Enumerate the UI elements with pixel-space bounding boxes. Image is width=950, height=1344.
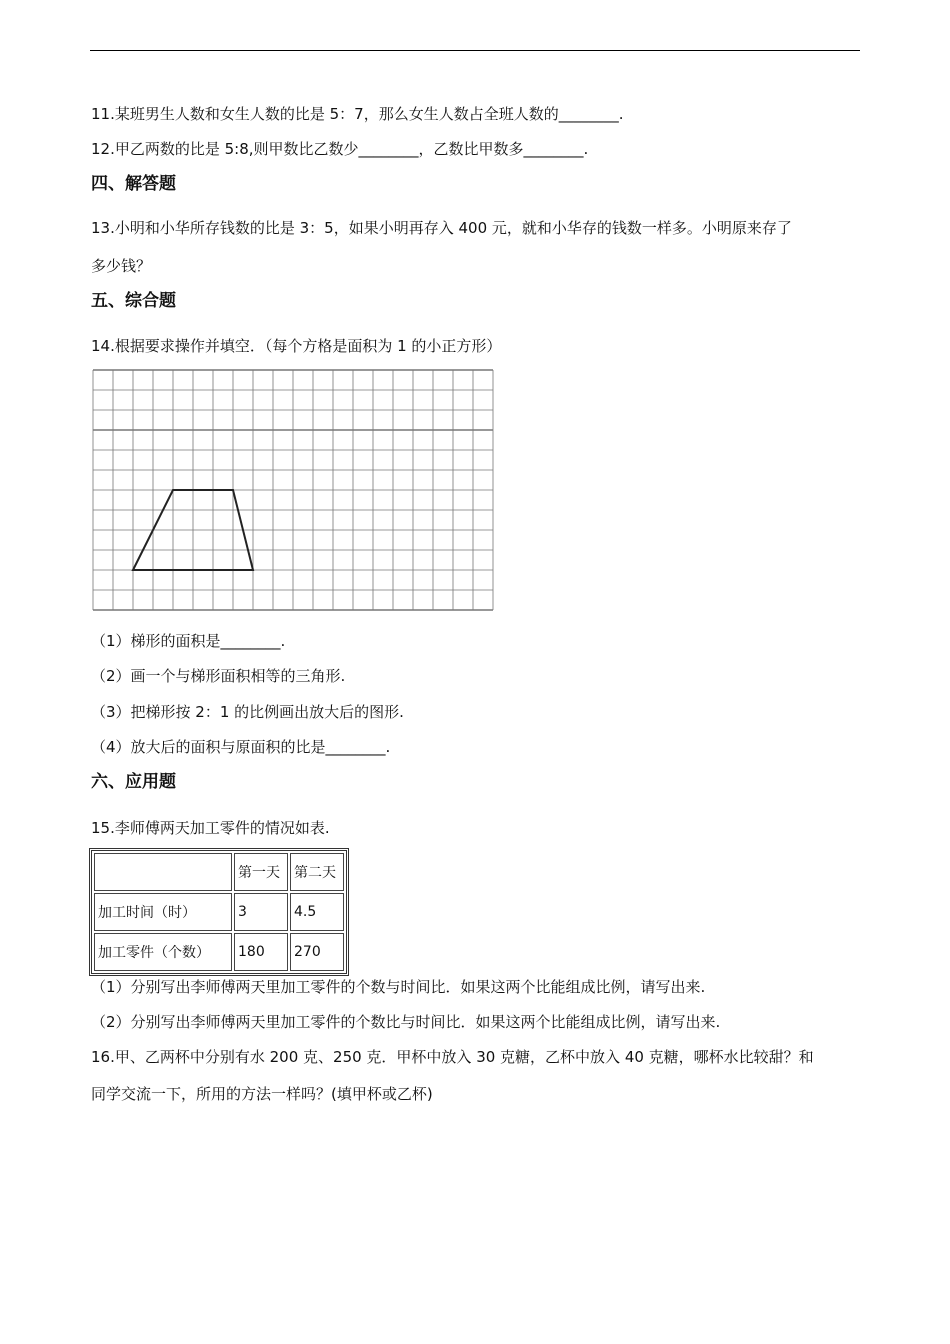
table-header-row <box>94 853 344 891</box>
question-14: 14.根据要求操作并填空．（每个方格是面积为 1 的小正方形） <box>91 337 502 355</box>
question-12: 12.甲乙两数的比是 5:8,则甲数比乙数少________，乙数比甲数多________. <box>91 140 589 158</box>
table-cell: 180 <box>234 933 288 971</box>
header-rule <box>90 50 860 51</box>
table-cell: 3 <box>234 893 288 931</box>
table-header-cell: 第二天 <box>290 853 344 891</box>
question-15-part-1: （1）分别写出李师傅两天里加工零件的个数与时间比．如果这两个比能组成比例，请写出来. <box>91 978 706 996</box>
question-14-part-1: （1）梯形的面积是________. <box>91 632 286 650</box>
question-16-line-1: 16.甲、乙两杯中分别有水 200 克、250 克．甲杯中放入 30 克糖，乙杯中放入 40 克糖，哪杯水比较甜？和 <box>91 1048 814 1066</box>
question-11: 11.某班男生人数和女生人数的比是 5：7，那么女生人数占全班人数的________. <box>91 105 624 123</box>
table-row <box>94 893 344 931</box>
section-heading-5: 五、综合题 <box>91 291 176 311</box>
processing-table <box>89 848 349 976</box>
question-15-part-2: （2）分别写出李师傅两天里加工零件的个数比与时间比．如果这两个比能组成比例，请写出来. <box>91 1013 721 1031</box>
question-16-line-2: 同学交流一下，所用的方法一样吗？(填甲杯或乙杯) <box>91 1085 433 1103</box>
question-14-part-2: （2）画一个与梯形面积相等的三角形. <box>91 667 346 685</box>
table-header-cell <box>94 853 232 891</box>
question-14-part-3: （3）把梯形按 2：1 的比例画出放大后的图形. <box>91 703 404 721</box>
grid-svg <box>92 369 498 611</box>
table-cell: 270 <box>290 933 344 971</box>
question-13-line-1: 13.小明和小华所存钱数的比是 3：5，如果小明再存入 400 元，就和小华存的钱数一样多。小明原来存了 <box>91 219 792 237</box>
table-header-cell: 第一天 <box>234 853 288 891</box>
table-cell: 4.5 <box>290 893 344 931</box>
question-15: 15.李师傅两天加工零件的情况如表. <box>91 819 330 837</box>
question-14-part-4: （4）放大后的面积与原面积的比是________. <box>91 738 391 756</box>
table-cell: 加工零件（个数） <box>94 933 232 971</box>
table-cell: 加工时间（时） <box>94 893 232 931</box>
grid-figure <box>92 369 498 615</box>
table-row <box>94 933 344 971</box>
section-heading-4: 四、解答题 <box>91 174 176 194</box>
question-13-line-2: 多少钱？ <box>91 257 152 275</box>
section-heading-6: 六、应用题 <box>91 772 176 792</box>
